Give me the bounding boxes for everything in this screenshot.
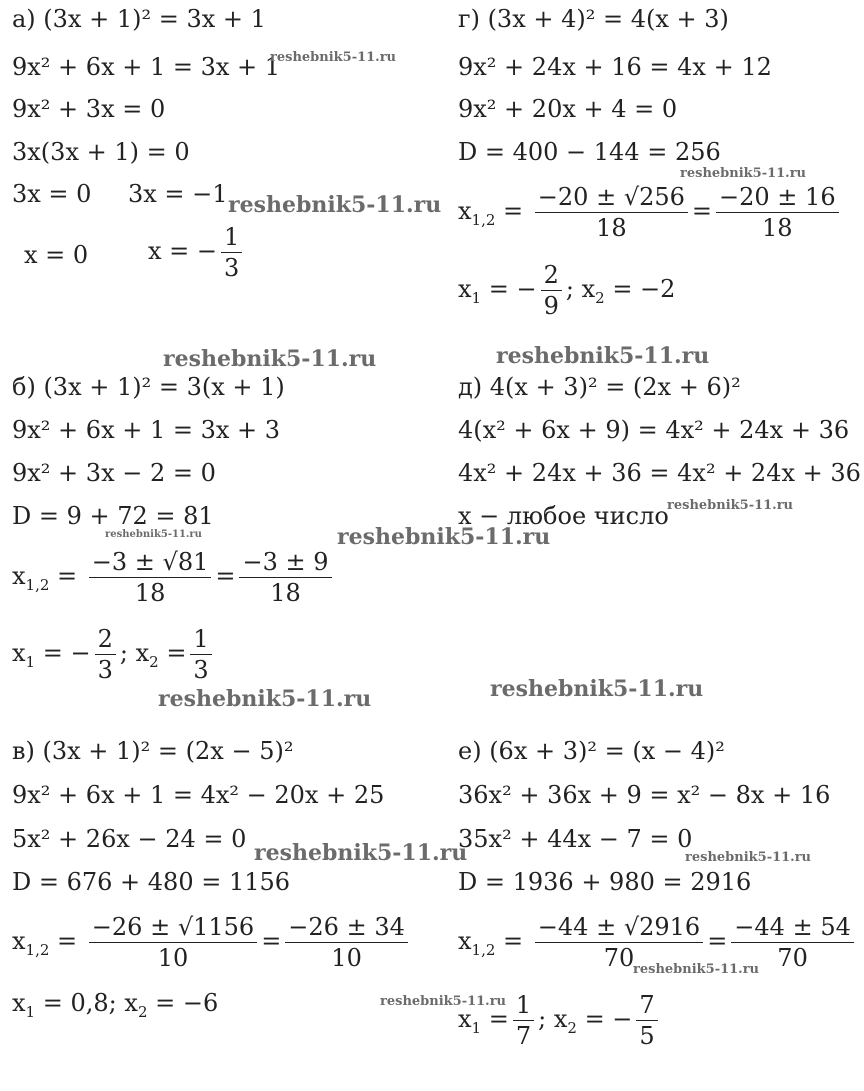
equals: = xyxy=(215,562,236,590)
subscript: 1 xyxy=(471,1018,482,1037)
fraction-num: 2 xyxy=(541,260,562,291)
equals: = xyxy=(166,639,187,667)
fraction xyxy=(636,990,657,1051)
problem-v-header: в) (3x + 1)² = (2x − 5)² xyxy=(12,737,294,765)
fraction-den: 70 xyxy=(603,944,635,972)
fraction-den: 18 xyxy=(596,214,627,242)
fraction xyxy=(190,624,211,685)
problem-e-line-3: D = 1936 + 980 = 2916 xyxy=(458,868,752,896)
problem-a-header: а) (3x + 1)² = 3x + 1 xyxy=(12,5,266,33)
x-symbol: x xyxy=(458,275,472,303)
fraction-1 xyxy=(535,182,688,243)
problem-a-line-4b: 3x = −1 xyxy=(128,180,228,208)
problem-g-header: г) (3x + 4)² = 4(x + 3) xyxy=(458,5,729,33)
equals: = xyxy=(707,927,728,955)
x-symbol: x xyxy=(12,927,26,955)
fraction-num: −44 ± 54 xyxy=(731,912,854,943)
fraction-num: −26 ± 34 xyxy=(285,912,408,943)
problem-d-line-3: x − любое число xyxy=(458,502,669,530)
subscript: 1,2 xyxy=(25,940,50,959)
subscript: 2 xyxy=(567,1018,577,1037)
root-value: 0,8; xyxy=(70,989,117,1017)
watermark: reshebnik5-11.ru xyxy=(270,50,397,65)
fraction-num: −20 ± 16 xyxy=(716,182,839,213)
subscript: 1 xyxy=(25,652,36,671)
fraction-num: 1 xyxy=(513,990,534,1021)
fraction-1 xyxy=(89,912,257,973)
fraction-den: 18 xyxy=(270,579,301,607)
fraction-2 xyxy=(239,547,331,608)
problem-b-line-1: 9x² + 6x + 1 = 3x + 3 xyxy=(12,416,281,444)
fraction-den: 3 xyxy=(97,656,113,684)
equals: = − xyxy=(584,1005,633,1033)
problem-v-roots xyxy=(12,988,218,1027)
subscript: 1,2 xyxy=(25,575,50,594)
root-value: = −2 xyxy=(612,275,676,303)
separator: ; x xyxy=(565,275,596,303)
subscript: 2 xyxy=(137,1002,148,1021)
fraction-den: 18 xyxy=(762,214,793,242)
problem-a-root-1: x = 0 xyxy=(24,241,89,269)
equals: = xyxy=(42,989,63,1017)
x-symbol: x xyxy=(12,989,26,1017)
fraction-den: 10 xyxy=(157,944,189,972)
problem-g-line-3: D = 400 − 144 = 256 xyxy=(458,138,721,166)
fraction-num: −44 ± √2916 xyxy=(535,912,703,943)
watermark: reshebnik5-11.ru xyxy=(254,840,468,866)
equals: = xyxy=(57,927,78,955)
problem-a-line-4a: 3x = 0 xyxy=(12,180,92,208)
problem-e-line-2: 35x² + 44x − 7 = 0 xyxy=(458,825,693,853)
subscript: 2 xyxy=(595,288,605,307)
equals: = xyxy=(488,1005,509,1033)
problem-b-line-2: 9x² + 3x − 2 = 0 xyxy=(12,459,216,487)
watermark: reshebnik5-11.ru xyxy=(380,994,507,1009)
fraction xyxy=(541,260,562,321)
problem-a-line-2: 9x² + 3x = 0 xyxy=(12,95,166,123)
equals: = xyxy=(503,197,524,225)
problem-d-line-1: 4(x² + 6x + 9) = 4x² + 24x + 36 xyxy=(458,416,850,444)
problem-v-line-2: 5x² + 26x − 24 = 0 xyxy=(12,825,247,853)
fraction xyxy=(95,624,116,685)
problem-b-roots xyxy=(12,624,216,685)
fraction-num: −3 ± 9 xyxy=(239,547,331,578)
x-symbol: x xyxy=(12,562,26,590)
equals: = − xyxy=(42,639,91,667)
fraction-num: −20 ± √256 xyxy=(535,182,688,213)
equals: = xyxy=(691,197,713,225)
fraction-den: 9 xyxy=(543,292,559,320)
x-symbol: x xyxy=(458,1005,472,1033)
problem-v-line-3: D = 676 + 480 = 1156 xyxy=(12,868,291,896)
watermark: reshebnik5-11.ru xyxy=(337,524,551,550)
fraction-1 xyxy=(89,547,212,608)
equals: = − xyxy=(488,275,537,303)
problem-d-line-2: 4x² + 24x + 36 = 4x² + 24x + 36 xyxy=(458,459,861,487)
problem-e-header: е) (6x + 3)² = (x − 4)² xyxy=(458,737,725,765)
fraction-2 xyxy=(716,182,839,243)
separator: ; x xyxy=(119,639,150,667)
fraction-den: 70 xyxy=(777,944,808,972)
problem-a-root-2 xyxy=(148,222,246,283)
x-symbol: x xyxy=(12,639,26,667)
root-value: −6 xyxy=(182,989,219,1017)
problem-b-line-3: D = 9 + 72 = 81 xyxy=(12,502,214,530)
subscript: 1,2 xyxy=(471,940,496,959)
problem-d-header: д) 4(x + 3)² = (2x + 6)² xyxy=(458,373,741,401)
fraction-den: 7 xyxy=(515,1022,532,1050)
watermark: reshebnik5-11.ru xyxy=(105,529,202,540)
problem-g-formula xyxy=(458,182,843,243)
fraction-den: 10 xyxy=(331,944,362,972)
root-prefix: x = − xyxy=(148,237,218,265)
subscript: 1,2 xyxy=(471,210,496,229)
fraction xyxy=(513,990,534,1051)
separator: ; x xyxy=(538,1005,568,1033)
fraction-num: 2 xyxy=(95,624,116,655)
watermark: reshebnik5-11.ru xyxy=(490,676,704,702)
fraction-num: 1 xyxy=(221,222,242,253)
watermark: reshebnik5-11.ru xyxy=(228,192,442,218)
fraction-2 xyxy=(285,912,408,973)
equals: = xyxy=(503,927,524,955)
subscript: 1 xyxy=(471,288,482,307)
fraction-num: 1 xyxy=(190,624,211,655)
problem-b-formula xyxy=(12,547,336,608)
fraction-den: 5 xyxy=(639,1022,655,1050)
equals: = xyxy=(261,927,282,955)
fraction-num: −26 ± √1156 xyxy=(89,912,257,943)
watermark: reshebnik5-11.ru xyxy=(667,498,794,513)
x-symbol: x xyxy=(458,197,472,225)
fraction-num: 7 xyxy=(636,990,657,1021)
watermark: reshebnik5-11.ru xyxy=(163,346,377,372)
problem-a-line-3: 3x(3x + 1) = 0 xyxy=(12,138,190,166)
problem-e-line-1: 36x² + 36x + 9 = x² − 8x + 16 xyxy=(458,781,831,809)
equals: = xyxy=(155,989,176,1017)
watermark: reshebnik5-11.ru xyxy=(633,962,760,977)
watermark: reshebnik5-11.ru xyxy=(685,850,812,865)
problem-v-line-1: 9x² + 6x + 1 = 4x² − 20x + 25 xyxy=(12,781,385,809)
problem-g-roots xyxy=(458,260,675,321)
fraction-den: 3 xyxy=(224,254,240,282)
subscript: 2 xyxy=(149,652,159,671)
x-symbol: x xyxy=(458,927,472,955)
fraction-num: −3 ± √81 xyxy=(89,547,212,578)
fraction-den: 18 xyxy=(134,579,166,607)
problem-b-header: б) (3x + 1)² = 3(x + 1) xyxy=(12,373,285,401)
fraction xyxy=(221,222,242,283)
watermark: reshebnik5-11.ru xyxy=(496,343,710,369)
equals: = xyxy=(57,562,78,590)
watermark: reshebnik5-11.ru xyxy=(680,166,807,181)
subscript: 1 xyxy=(25,1002,36,1021)
problem-g-line-1: 9x² + 24x + 16 = 4x + 12 xyxy=(458,53,772,81)
fraction-den: 3 xyxy=(193,656,209,684)
problem-v-formula xyxy=(12,912,412,973)
problem-a-line-1: 9x² + 6x + 1 = 3x + 1 xyxy=(12,53,281,81)
problem-g-line-2: 9x² + 20x + 4 = 0 xyxy=(458,95,678,123)
watermark: reshebnik5-11.ru xyxy=(158,686,372,712)
x-symbol: x xyxy=(124,989,138,1017)
